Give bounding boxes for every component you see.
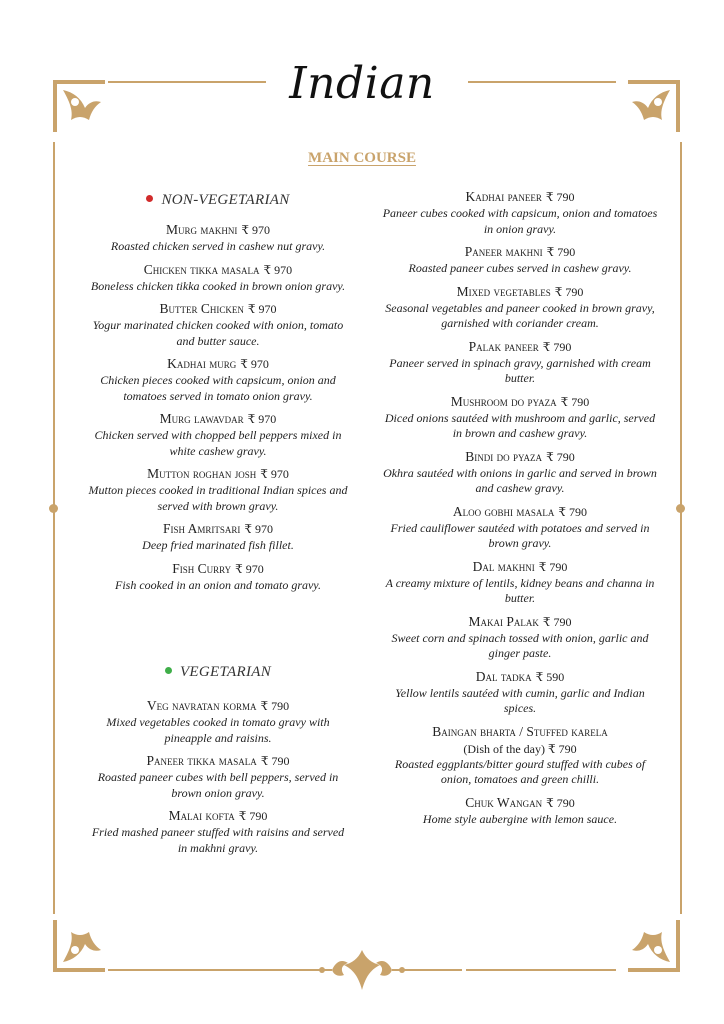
- dish-price: ₹ 970: [244, 522, 274, 536]
- menu-item: [380, 448, 660, 497]
- green-dot-icon: [165, 667, 172, 674]
- right-ornament-dot: [676, 504, 685, 513]
- category-nonveg-label: NON-VEGETARIAN: [161, 192, 290, 208]
- menu-item: [88, 560, 348, 594]
- dish-description: Yellow lentils sautéed with cumin, garlic and Indian spices.: [395, 685, 645, 715]
- menu-item-heading: [88, 520, 348, 538]
- dish-price: ₹ 790: [545, 190, 575, 204]
- menu-item-heading: [88, 752, 348, 770]
- dish-description: A creamy mixture of lentils, kidney beans and channa in butter.: [385, 575, 655, 605]
- menu-item-heading: [380, 668, 660, 686]
- dish-name: Veg navratan korma: [146, 698, 257, 713]
- menu-item: [380, 503, 660, 552]
- menu-item-heading: [380, 188, 660, 206]
- dish-price: ₹ 790: [260, 699, 290, 713]
- dish-description: Roasted paneer cubes with bell peppers, served in brown onion gravy.: [97, 770, 339, 800]
- dish-description: Roasted chicken served in cashew nut gravy.: [110, 239, 326, 253]
- menu-item-heading: [380, 283, 660, 301]
- menu-item-heading: [88, 807, 348, 825]
- menu-item: [88, 410, 348, 459]
- dish-price: ₹ 790: [542, 339, 572, 354]
- frame-bottom-left-line: [108, 969, 263, 971]
- right-column: [380, 188, 660, 833]
- dish-price: ₹ 970: [260, 467, 289, 481]
- menu-item: [88, 465, 348, 514]
- menu-item: [380, 613, 660, 662]
- bottom-flourish-icon: [262, 945, 462, 995]
- dish-name: Kadhai murg: [167, 356, 237, 371]
- dish-name: Murg lawavdar: [159, 411, 244, 426]
- page-title: Indian: [289, 58, 435, 109]
- dish-price: ₹ 970: [235, 561, 264, 576]
- dish-name: Butter Chicken: [159, 301, 244, 316]
- menu-item: [88, 300, 348, 349]
- dish-name: Mushroom do pyaza: [450, 393, 557, 409]
- dish-price: ₹ 790: [546, 245, 576, 259]
- dish-description: Okhra sautéed with onions in garlic and served in brown and cashew gravy.: [383, 465, 657, 495]
- frame-bottom-right-line: [466, 969, 616, 971]
- dish-name: Kadhai paneer: [465, 189, 542, 204]
- dish-name: Paneer makhni: [464, 244, 543, 259]
- category-nonveg: [88, 192, 348, 209]
- menu-item: [88, 752, 348, 801]
- dish-name: Chuk Wangan: [465, 794, 543, 810]
- right-list: [380, 188, 660, 827]
- menu-item-heading: [88, 355, 348, 373]
- dish-name: Bindi do pyaza: [465, 448, 543, 464]
- dish-price: ₹ 790: [260, 754, 290, 768]
- dish-description: Roasted paneer cubes served in cashew gravy.: [408, 261, 632, 275]
- dish-name: Makai Palak: [468, 613, 539, 629]
- dish-price: ₹ 790: [554, 284, 584, 299]
- menu-item: [88, 807, 348, 856]
- dish-description: Roasted eggplants/bitter gourd stuffed with cubes of onion, tomatoes and green chilli.: [394, 756, 646, 786]
- section-heading: [0, 150, 724, 167]
- menu-item-heading: [380, 448, 660, 466]
- dish-name: Chicken tikka masala: [143, 261, 260, 277]
- dish-note: (Dish of the day): [463, 741, 545, 756]
- dish-price: ₹ 790: [538, 559, 568, 574]
- menu-item: [380, 243, 660, 277]
- dish-description: Fish cooked in an onion and tomato gravy.: [115, 577, 321, 592]
- dish-price: ₹ 790: [548, 741, 577, 756]
- nonveg-list: [88, 221, 348, 593]
- menu-item: [380, 668, 660, 717]
- veg-list: [88, 697, 348, 856]
- menu-item-heading: [380, 794, 660, 812]
- dish-description: Paneer cubes cooked with capsicum, onion and tomatoes in onion gravy.: [382, 206, 658, 236]
- left-column-veg: [88, 664, 348, 862]
- dish-name: Dal tadka: [475, 668, 532, 684]
- bottom-right-ornament-icon: [628, 920, 680, 972]
- dish-description: Deep fried marinated fish fillet.: [142, 538, 294, 552]
- category-veg: [88, 664, 348, 681]
- dish-description: Fried cauliflower sautéed with potatoes and served in brown gravy.: [390, 520, 650, 550]
- menu-item: [88, 261, 348, 295]
- dish-price: ₹ 790: [558, 504, 588, 519]
- red-dot-icon: [146, 195, 153, 202]
- menu-item-heading: [380, 338, 660, 356]
- menu-item: [88, 520, 348, 554]
- section-heading-text: MAIN COURSE: [308, 150, 416, 166]
- menu-item-heading: [380, 613, 660, 631]
- menu-item: [380, 794, 660, 828]
- dish-price: ₹ 970: [241, 223, 271, 237]
- dish-description: Yogur marinated chicken cooked with onion, tomato and butter sauce.: [92, 318, 344, 348]
- left-column: [88, 192, 348, 599]
- bottom-left-ornament-icon: [53, 920, 105, 972]
- dish-description: Mutton pieces cooked in traditional Indian spices and served with brown gravy.: [88, 483, 348, 513]
- menu-item-heading: [380, 393, 660, 411]
- dish-description: Diced onions sautéed with mushroom and garlic, served in brown and cashew gravy.: [384, 410, 656, 440]
- menu-item-heading: [88, 300, 348, 318]
- menu-item-heading: [380, 243, 660, 261]
- dish-price: ₹ 970: [263, 262, 293, 277]
- dish-price: ₹ 970: [247, 302, 277, 316]
- menu-item-heading: [380, 503, 660, 521]
- menu-item: [380, 188, 660, 237]
- dish-price: ₹ 790: [560, 394, 590, 409]
- menu-item: [380, 723, 660, 788]
- menu-item: [380, 338, 660, 387]
- menu-item: [88, 697, 348, 746]
- dish-price: ₹ 970: [240, 357, 269, 371]
- menu-item-heading: [88, 560, 348, 578]
- dish-description: Sweet corn and spinach tossed with onion, garlic and ginger paste.: [391, 630, 649, 660]
- dish-description: Fried mashed paneer stuffed with raisins and served in makhni gravy.: [91, 825, 345, 855]
- dish-name: Aloo gobhi masala: [452, 503, 555, 519]
- menu-item: [380, 393, 660, 442]
- dish-description: Chicken pieces cooked with capsicum, onion and tomatoes served in tomato onion gravy.: [100, 373, 336, 403]
- dish-price: ₹ 590: [535, 669, 565, 684]
- dish-price: ₹ 790: [546, 449, 575, 464]
- frame-right-line: [680, 142, 682, 914]
- menu-item-heading: [88, 410, 348, 428]
- dish-price: ₹ 790: [546, 795, 575, 810]
- frame-left-line: [53, 142, 55, 914]
- dish-description: Home style aubergine with lemon sauce.: [422, 811, 618, 826]
- menu-item: [380, 283, 660, 332]
- dish-name: Palak paneer: [468, 338, 539, 354]
- menu-item: [88, 221, 348, 255]
- dish-name: Paneer tikka masala: [146, 753, 257, 768]
- menu-item-heading: [88, 221, 348, 239]
- dish-price: ₹ 790: [238, 809, 268, 823]
- dish-name: Murg makhni: [165, 222, 238, 237]
- menu-item-heading: [88, 465, 348, 483]
- dish-name: Fish Curry: [172, 560, 232, 576]
- dish-price: ₹ 790: [542, 614, 572, 629]
- dish-note-line: [380, 741, 660, 757]
- dish-name: Fish Amritsari: [162, 521, 241, 536]
- dish-name: Malai kofta: [168, 808, 235, 823]
- menu-item: [88, 355, 348, 404]
- dish-description: Boneless chicken tikka cooked in brown onion gravy.: [90, 278, 346, 293]
- dish-description: Seasonal vegetables and paneer cooked in brown gravy, garnished with coriander cream.: [385, 300, 655, 330]
- dish-name: Mutton roghan josh: [147, 466, 257, 481]
- menu-item: [380, 558, 660, 607]
- dish-description: Mixed vegetables cooked in tomato gravy with pineapple and raisins.: [106, 715, 330, 745]
- menu-item-heading: [88, 261, 348, 279]
- left-ornament-dot: [49, 504, 58, 513]
- dish-description: Paneer served in spinach gravy, garnished with cream butter.: [389, 355, 651, 385]
- dish-price: ₹ 970: [247, 412, 277, 426]
- dish-name: Dal makhni: [472, 558, 535, 574]
- dish-description: Chicken served with chopped bell peppers mixed in white cashew gravy.: [94, 428, 342, 458]
- category-veg-label: VEGETARIAN: [179, 664, 272, 680]
- menu-item-heading: [88, 697, 348, 715]
- dish-name: Mixed vegetables: [456, 283, 551, 299]
- dish-name: Baingan bharta / Stuffed karela: [432, 723, 608, 739]
- menu-item-heading: [380, 558, 660, 576]
- menu-item-heading: [380, 723, 660, 741]
